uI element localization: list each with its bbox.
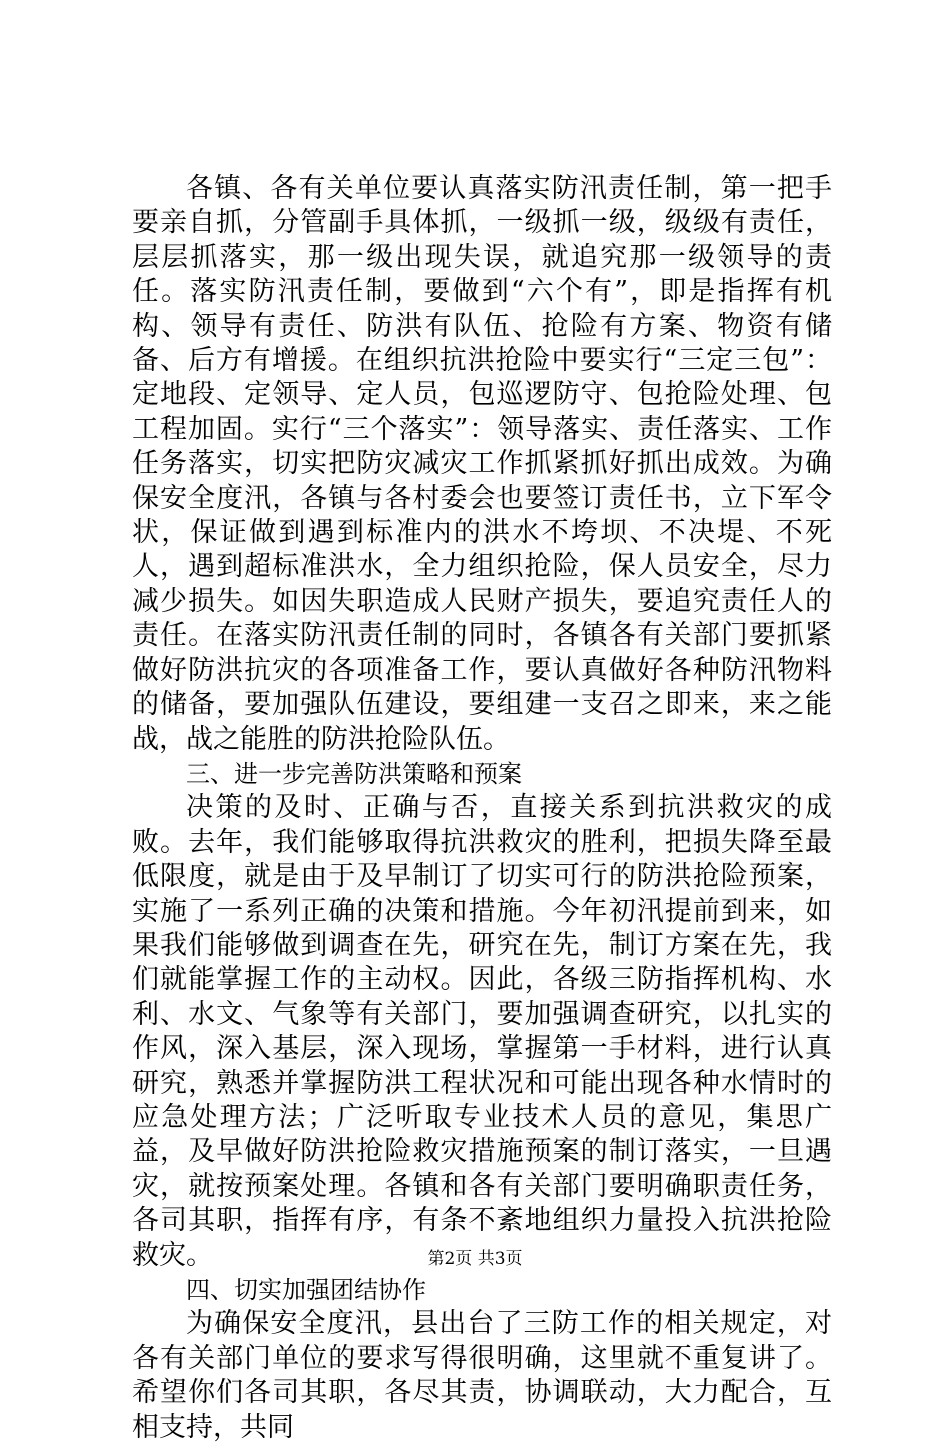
section-heading-three: 三、进一步完善防洪策略和预案 [186,759,522,788]
paragraph-cooperation: 为确保安全度汛，县出台了三防工作的相关规定，对各有关部门单位的要求写得很明确，这里就不重复讲了。希望你们各司其职，各尽其责，协调联动，大力配合，互相支持，共同 [132,1308,832,1443]
page-footer: 第2页 共3页 [427,1249,523,1269]
paragraph-responsibility: 各镇、各有关单位要认真落实防汛责任制，第一把手要亲自抓，分管副手具体抓，一级抓一级，级级有责任，层层抓落实，那一级出现失误，就追究那一级领导的责任。落实防汛责任制，要做到“六个有”，即是指挥有机构、领导有责任、防洪有队伍、抢险有方案、物资有储备、后方有增援。在组织抗洪抢险中要实行“三定三包”：定地段、定领导、定人员，包巡逻防守、包抢险处理、包工程加固。实行“三个落实”：领导落实、责任落实、工作任务落实，切实把防灾减灾工作抓紧抓好抓出成效。为确保安全度汛，各镇与各村委会也要签订责任书，立下军令状，保证做到遇到标准内的洪水不垮坝、不决堤、不死人，遇到超标准洪水，全力组织抢险，保人员安全，尽力减少损失。如因失职造成人民财产损失，要追究责任人的责任。在落实防汛责任制的同时，各镇各有关部门要抓紧做好防洪抗灾的各项准备工作，要认真做好各种防汛物料的储备，要加强队伍建设，要组建一支召之即来，来之能战，战之能胜的防洪抢险队伍。 [132,173,832,755]
section-heading-four: 四、切实加强团结协作 [186,1276,426,1304]
paragraph-strategy: 决策的及时、正确与否，直接关系到抗洪救灾的成败。去年，我们能够取得抗洪救灾的胜利，把损失降至最低限度，就是由于及早制订了切实可行的防洪抢险预案，实施了一系列正确的决策和措施。今年初汛提前到来，如果我们能够做到调查在先，研究在先，制订方案在先，我们就能掌握工作的主动权。因此，各级三防指挥机构、水利、水文、气象等有关部门，要加强调查研究，以扎实的作风，深入基层，深入现场，掌握第一手材料，进行认真研究，熟悉并掌握防洪工程状况和可能出现各种水情时的应急处理方法；广泛听取专业技术人员的意见，集思广益，及早做好防洪抢险救灾措施预案的制订落实，一旦遇灾，就按预案处理。各镇和各有关部门要明确职责任务，各司其职，指挥有序，有条不紊地组织力量投入抗洪抢险救灾。 [132,792,832,1271]
